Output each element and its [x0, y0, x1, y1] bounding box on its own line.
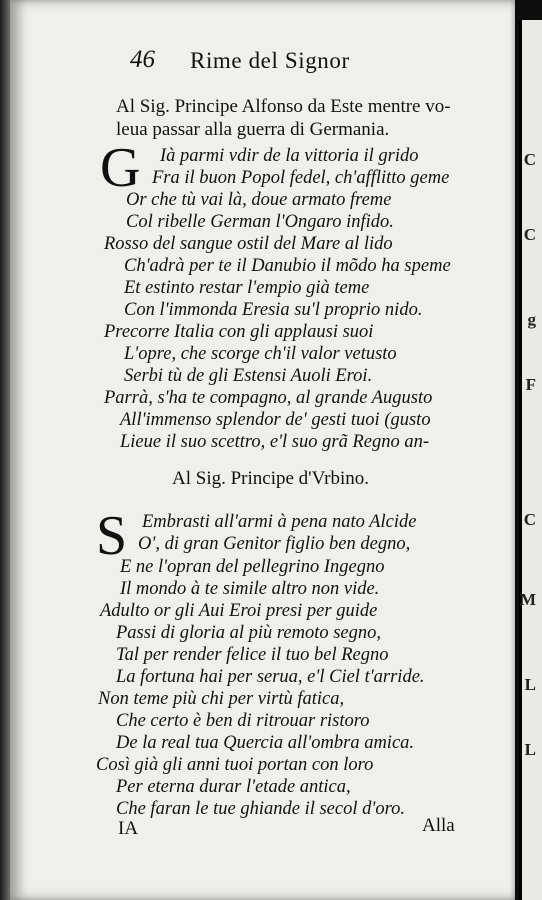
drop-capital: S	[96, 505, 128, 567]
poem-line: La fortuna hai per serua, e'l Ciel t'arride.	[116, 667, 425, 687]
poem-line: All'immenso splendor de' gesti tuoi (gusto	[120, 410, 431, 430]
poem-line: Col ribelle German l'Ongaro infido.	[126, 212, 394, 232]
running-title: Rime del Signor	[190, 48, 350, 73]
poem-line: Or che tù vai là, doue armato freme	[126, 190, 392, 210]
poem-line: Embrasti all'armi à pena nato Alcide	[142, 512, 417, 532]
facing-page-letter: C	[523, 225, 536, 244]
facing-page-letter: g	[527, 310, 536, 329]
poem-line: Così già gli anni tuoi portan con loro	[96, 755, 374, 775]
catchword: Alla	[422, 815, 455, 836]
poem-heading-line: leua passar alla guerra di Germania.	[116, 119, 390, 140]
facing-page-letter: C	[523, 510, 536, 529]
poem-line: Ià parmi vdir de la vittoria il grido	[160, 146, 419, 166]
poem-line: Adulto or gli Aui Eroi presi per guide	[100, 601, 378, 621]
drop-capital: G	[100, 137, 141, 199]
signature-mark: IA	[118, 818, 139, 839]
poem-line: Per eterna durar l'etade antica,	[116, 777, 351, 797]
poem-line: Lieue il suo scettro, e'l suo grã Regno an-	[120, 432, 429, 452]
poem-line: Che certo è ben di ritrouar ristoro	[116, 711, 370, 731]
poem-line: Non teme più chi per virtù fatica,	[98, 689, 345, 709]
poem-line: Tal per render felice il tuo bel Regno	[116, 645, 389, 665]
poem-line: Et estinto restar l'empio già teme	[124, 278, 370, 298]
poem-line: L'opre, che scorge ch'il valor vetusto	[124, 344, 397, 364]
poem-line: Ch'adrà per te il Danubio il mõdo ha speme	[124, 256, 451, 276]
poem-line: Fra il buon Popol fedel, ch'afflitto geme	[152, 168, 450, 188]
poem-line: Rosso del sangue ostil del Mare al lido	[104, 234, 393, 254]
poem-line: O', di gran Genitor figlio ben degno,	[138, 534, 411, 554]
poem-line: Parrà, s'ha te compagno, al grande Augusto	[104, 388, 433, 408]
poem-heading-line: Al Sig. Principe Alfonso da Este mentre vo-	[116, 96, 451, 117]
facing-page-letter: F	[525, 375, 536, 394]
poem-line: Precorre Italia con gli applausi suoi	[104, 322, 374, 342]
poem-line: E ne l'opran del pellegrino Ingegno	[120, 557, 385, 577]
facing-page	[519, 20, 542, 900]
page-number: 46	[130, 46, 155, 73]
poem-line: De la real tua Quercia all'ombra amica.	[116, 733, 415, 753]
poem-line: Il mondo à te simile altro non vide.	[120, 579, 380, 599]
poem-line: Con l'immonda Eresia su'l proprio nido.	[124, 300, 423, 320]
poem-line: Serbi tù de gli Estensi Auoli Eroi.	[124, 366, 373, 386]
poem-line: Che faran le tue ghiande il secol d'oro.	[116, 799, 405, 819]
facing-page-letter: L	[524, 675, 536, 694]
poem-heading: Al Sig. Principe d'Vrbino.	[172, 468, 370, 489]
running-head	[0, 46, 540, 76]
poem-line: Passi di gloria al più remoto segno,	[116, 623, 381, 643]
facing-page-letter: L	[524, 740, 536, 759]
facing-page-letter: C	[523, 150, 536, 169]
facing-page-letter: M	[519, 590, 536, 609]
